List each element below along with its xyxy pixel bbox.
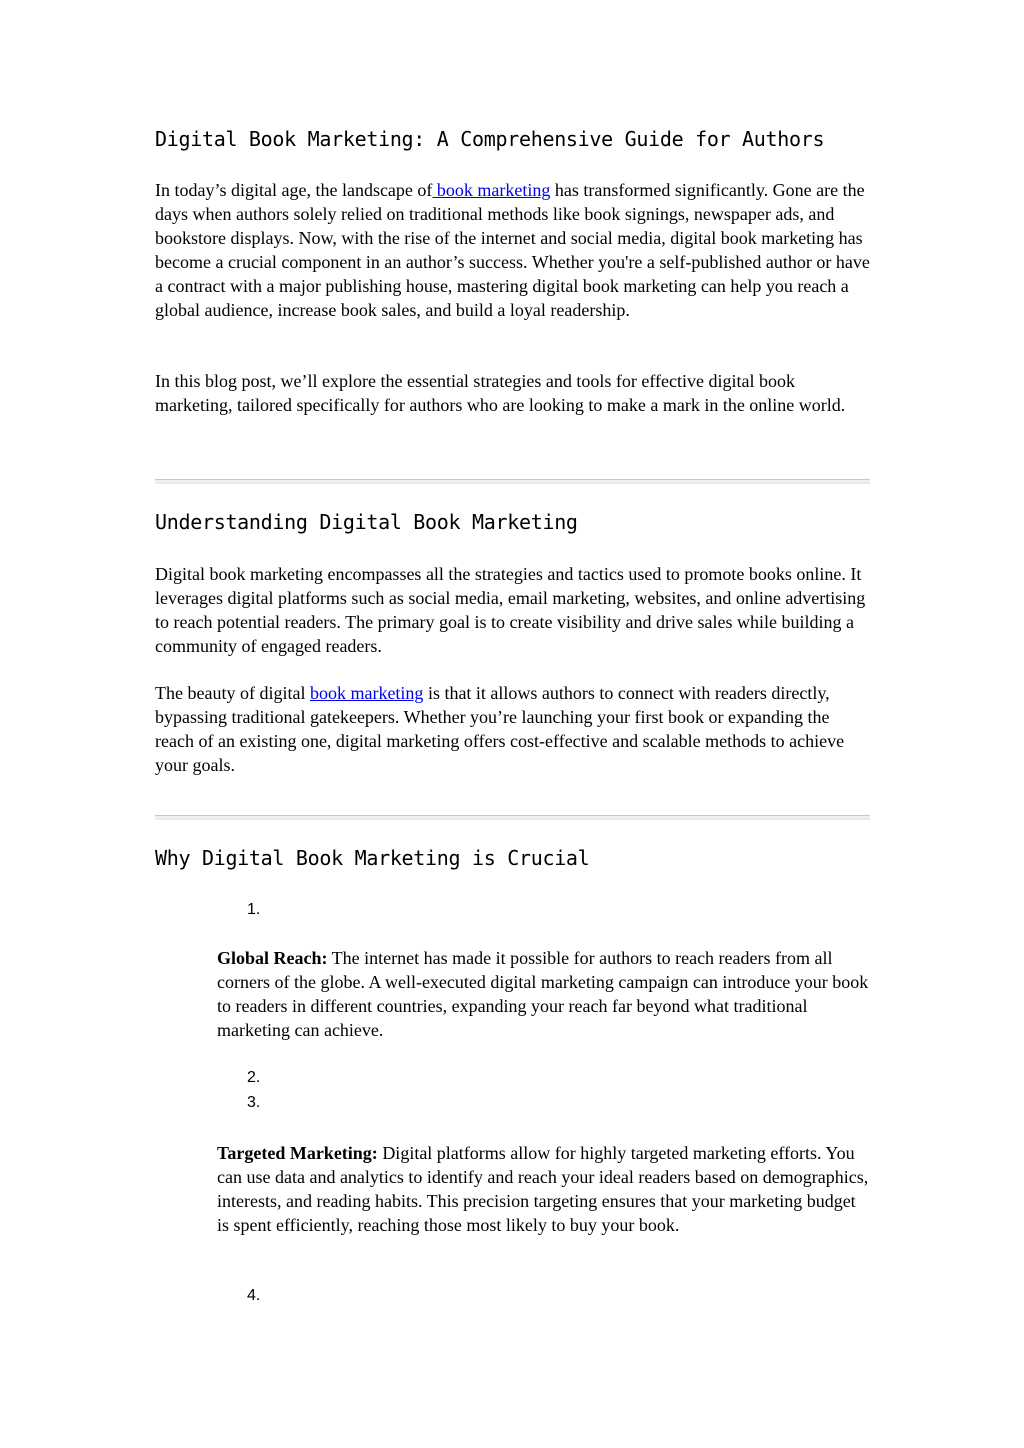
book-marketing-link[interactable]: book marketing bbox=[432, 180, 551, 200]
intro-paragraph-1 bbox=[155, 178, 870, 322]
intro-text-before-link: In today’s digital age, the landscape of bbox=[155, 180, 433, 200]
list-number: 4. bbox=[247, 1287, 261, 1304]
intro-text-after-link: has transformed significantly. Gone are the days when authors solely relied on traditional methods like book signings, newspaper ads, and bookstore displays. Now, with the rise of the internet and social media, digital book marketing has become a crucial component in an author’s success. Whether you're a self-published author or have a contract with a major publishing house, mastering digital book marketing can help you reach a global audience, increase book sales, and build a loyal readership. bbox=[155, 180, 870, 320]
section-divider bbox=[155, 479, 870, 484]
understanding-paragraph-2 bbox=[155, 681, 870, 777]
intro-paragraph-2: In this blog post, we’ll explore the essential strategies and tools for effective digital book marketing, tailored specifically for authors who are looking to make a mark in the online world. bbox=[155, 371, 846, 415]
understanding-text-after-link: is that it allows authors to connect with readers directly, bypassing traditional gatekeepers. Whether you’re launching your first book or expanding the reach of an existing one, digital marketing offers cost-effective and scalable methods to achieve your goals. bbox=[155, 683, 845, 775]
list-number: 1. bbox=[247, 901, 261, 918]
understanding-text-before-link: The beauty of digital bbox=[155, 683, 310, 703]
section-divider bbox=[155, 815, 870, 820]
list-item-label: Targeted Marketing: bbox=[217, 1143, 378, 1163]
list-item-global-reach bbox=[217, 946, 870, 1042]
list-item-label: Global Reach: bbox=[217, 948, 328, 968]
book-marketing-link-2[interactable]: book marketing bbox=[309, 683, 424, 703]
list-number: 2. bbox=[247, 1069, 261, 1086]
list-number: 3. bbox=[247, 1094, 261, 1111]
list-item-targeted-marketing bbox=[217, 1141, 870, 1237]
list-item-text: Digital platforms allow for highly targeted marketing efforts. You can use data and analytics to identify and reach your ideal readers based on demographics, interests, and reading habits. This precision targeting ensures that your marketing budget is spent efficiently, reaching those most likely to buy your book. bbox=[217, 1143, 869, 1235]
list-item-text: The internet has made it possible for authors to reach readers from all corners of the globe. A well-executed digital marketing campaign can introduce your book to readers in different countries, expanding your reach far beyond what traditional marketing can achieve. bbox=[217, 948, 869, 1040]
section-heading-understanding: Understanding Digital Book Marketing bbox=[155, 510, 578, 534]
page-title: Digital Book Marketing: A Comprehensive Guide for Authors bbox=[155, 127, 825, 151]
section-heading-why-crucial: Why Digital Book Marketing is Crucial bbox=[155, 846, 590, 870]
understanding-paragraph-1: Digital book marketing encompasses all the strategies and tactics used to promote books online. It leverages digital platforms such as social media, email marketing, websites, and online advertising to reach potential readers. The primary goal is to create visibility and drive sales while building a community of engaged readers. bbox=[155, 564, 866, 656]
